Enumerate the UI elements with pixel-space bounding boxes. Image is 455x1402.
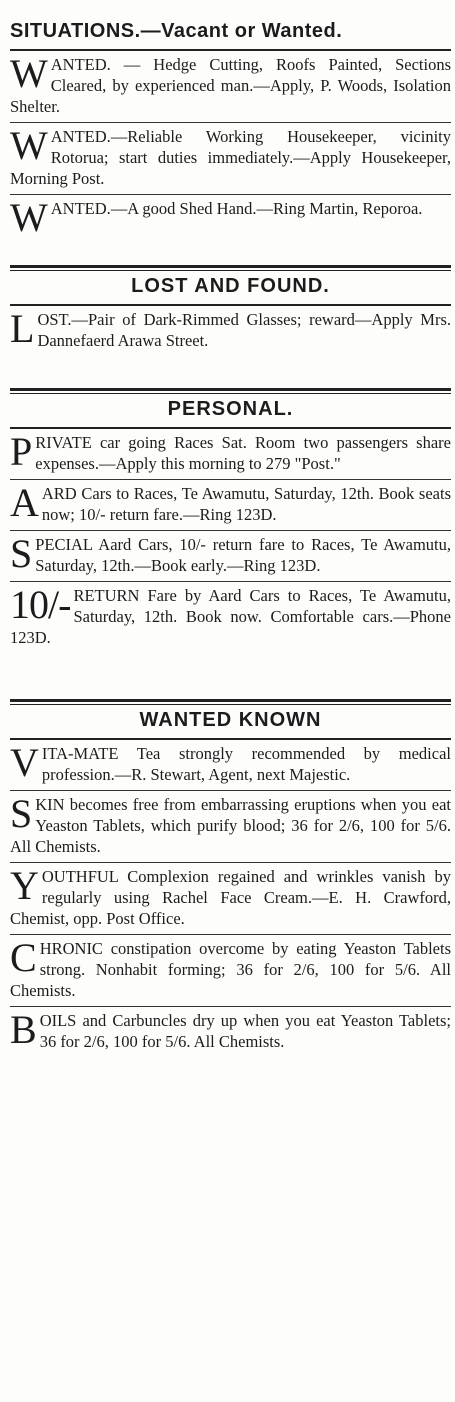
ad-housekeeper [10,123,451,194]
ad-text: HRONIC constipation overcome by eating Yeaston Tablets strong. Nonhabit forming; 36 for 2/6, 100 for 5/6. All Chemists. [10,939,451,1000]
drop-cap: V [10,740,39,785]
drop-cap: P [10,429,33,474]
drop-cap: L [10,306,35,351]
ad-text: KIN becomes free from embarrassing eruptions when you eat Yeaston Tablets, which purify blood; 36 for 2/6, 100 for 5/6. All Chemists. [10,795,451,856]
ad-text: OILS and Carbuncles dry up when you eat Yeaston Tablets; 36 for 2/6, 100 for 5/6. All Chemists. [39,1011,451,1051]
ad-glasses [10,306,451,356]
drop-cap: W [10,195,48,240]
ad-text: PECIAL Aard Cars, 10/- return fare to Races, Te Awamutu, Saturday, 12th.—Book early.—Ring 123D. [35,535,451,575]
ad-youthful [10,863,451,934]
ad-vita-mate [10,740,451,790]
ad-skin [10,791,451,862]
drop-cap: B [10,1007,37,1052]
ad-text: RETURN Fare by Aard Cars to Races, Te Awamutu, Saturday, 12th. Book now. Comfortable cars.—Phone 123D. [10,586,451,647]
ad-text: ANTED.—Reliable Working Housekeeper, vicinity Rotorua; start duties immediately.—Apply Housekeeper, Morning Post. [10,127,451,188]
ad-private-car [10,429,451,479]
ad-text: OUTHFUL Complexion regained and wrinkles vanish by regularly using Rachel Face Cream.—E. H. Crawford, Chemist, opp. Post Office. [10,867,451,928]
drop-cap: 10/- [10,582,71,627]
lost-found-heading: LOST AND FOUND. [131,275,330,297]
drop-cap: Y [10,863,39,908]
personal-heading: PERSONAL. [167,398,294,420]
ad-text: OST.—Pair of Dark-Rimmed Glasses; reward—Apply Mrs. Dannefaerd Arawa Street. [37,310,451,350]
ad-shed-hand [10,195,451,239]
ad-chronic [10,935,451,1006]
ad-text: RIVATE car going Races Sat. Room two passengers share expenses.—Apply this morning to 279 "Post." [35,433,451,473]
wanted-known-heading: WANTED KNOWN [139,709,322,731]
situations-heading: SITUATIONS.—Vacant or Wanted. [10,20,343,42]
ad-special-aard [10,531,451,581]
ad-text: ITA-MATE Tea strongly recommended by medical profession.—R. Stewart, Agent, next Majestic. [41,744,451,784]
drop-cap: S [10,531,33,576]
ad-return-fare [10,582,451,653]
ad-text: ARD Cars to Races, Te Awamutu, Saturday, 12th. Book seats now; 10/- return fare.—Ring 123D. [41,484,451,524]
drop-cap: A [10,480,39,525]
drop-cap: W [10,123,48,168]
ad-hedge-cutting [10,51,451,122]
ad-text: ANTED. — Hedge Cutting, Roofs Painted, Sections Cleared, by experienced man.—Apply, P. Woods, Isolation Shelter. [10,55,451,116]
ad-aard-cars [10,480,451,530]
drop-cap: C [10,935,37,980]
ad-boils [10,1007,451,1057]
drop-cap: S [10,791,33,836]
drop-cap: W [10,51,48,96]
ad-text: ANTED.—A good Shed Hand.—Ring Martin, Reporoa. [50,199,423,218]
